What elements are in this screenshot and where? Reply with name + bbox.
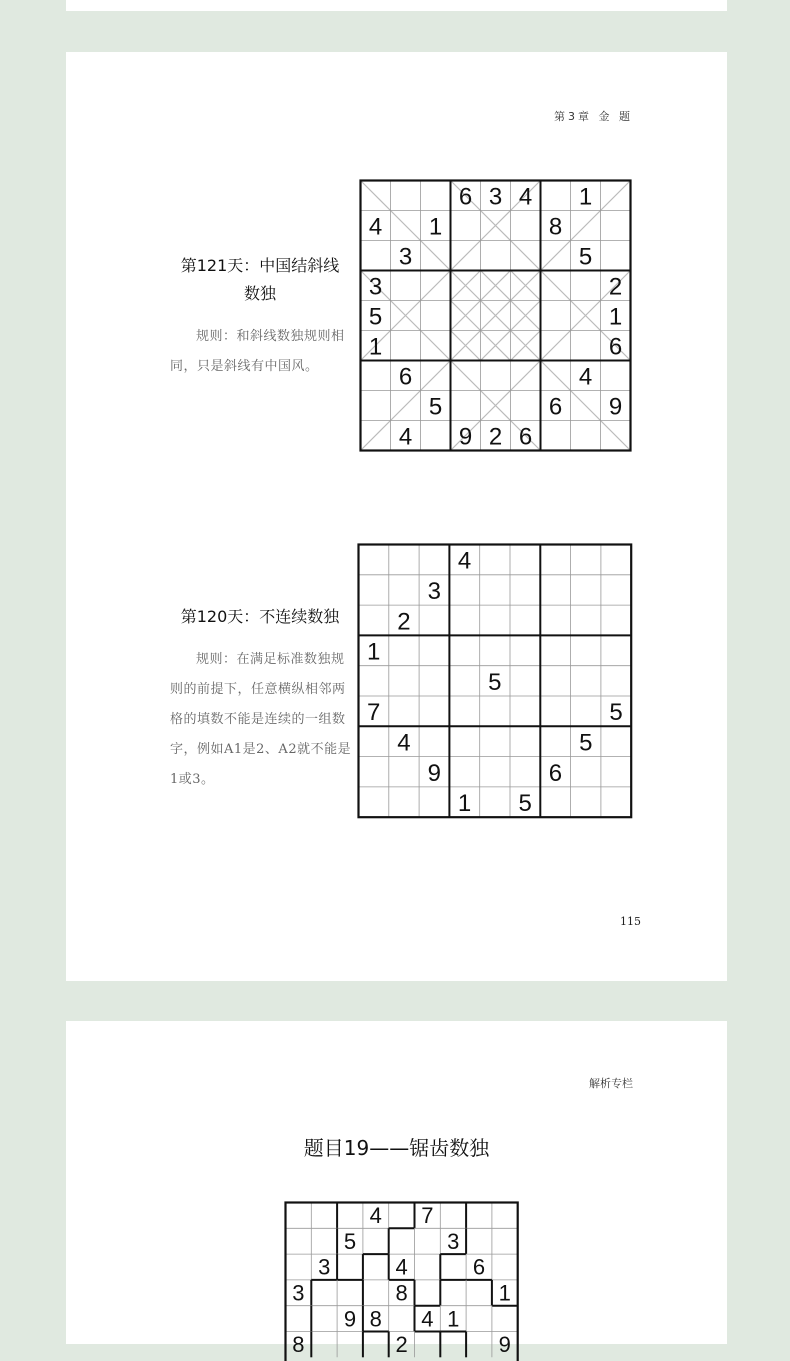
- diagonal-line: [541, 361, 571, 391]
- jigsaw-sudoku-grid: [284, 1201, 518, 1361]
- diagonal-line: [421, 241, 451, 271]
- diagonal-line: [541, 271, 571, 301]
- given-digit: 1: [609, 304, 622, 331]
- solution-title: 题目19——锯齿数独: [66, 1132, 727, 1161]
- puzzle-121-title-line1: 第121天：中国结斜线: [170, 252, 350, 280]
- diagonal-line: [421, 331, 451, 361]
- given-digit: 6: [399, 364, 412, 391]
- diagonal-line: [451, 361, 481, 391]
- given-digit: 2: [489, 424, 502, 451]
- given-digit: 2: [609, 274, 622, 301]
- given-digit: 4: [395, 1255, 407, 1280]
- given-digit: 1: [369, 334, 382, 361]
- given-digit: 6: [473, 1255, 485, 1280]
- given-digit: 4: [369, 214, 382, 241]
- given-digit: 4: [370, 1203, 382, 1228]
- given-digit: 5: [579, 244, 592, 271]
- diagonal-line: [391, 211, 421, 241]
- given-digit: 1: [499, 1281, 511, 1306]
- given-digit: 9: [459, 424, 472, 451]
- given-digit: 4: [421, 1306, 433, 1331]
- diagonal-line: [361, 421, 391, 451]
- diagonal-line: [571, 391, 601, 421]
- diagonal-line: [601, 421, 631, 451]
- puzzle-121-title-line2: 数独: [170, 280, 350, 308]
- given-digit: 8: [549, 214, 562, 241]
- puzzle-120-title: 第120天：不连续数独: [170, 603, 350, 631]
- given-digit: 5: [579, 730, 592, 757]
- given-digit: 4: [579, 364, 592, 391]
- given-digit: 5: [344, 1229, 356, 1254]
- given-digit: 3: [318, 1255, 330, 1280]
- given-digit: 8: [395, 1281, 407, 1306]
- page-number: 115: [620, 915, 641, 928]
- given-digit: 6: [519, 424, 532, 451]
- diagonal-line: [511, 241, 541, 271]
- puzzle-121-rule: 规则：和斜线数独规则相同，只是斜线有中国风。: [170, 322, 352, 382]
- book-page-solutions: [66, 1021, 727, 1344]
- given-digit: 4: [399, 424, 412, 451]
- given-digit: 9: [344, 1306, 356, 1331]
- given-digit: 3: [292, 1281, 304, 1306]
- book-page-115: [66, 52, 727, 981]
- given-digit: 3: [447, 1229, 459, 1254]
- diagonal-line: [361, 181, 391, 211]
- diagonal-line: [541, 241, 571, 271]
- given-digit: 1: [579, 184, 592, 211]
- given-digit: 5: [609, 699, 622, 726]
- given-digit: 5: [518, 790, 531, 817]
- diagonal-line: [421, 361, 451, 391]
- puzzle-121-grid: [359, 179, 632, 452]
- given-digit: 6: [459, 184, 472, 211]
- puzzle-120-rule: 规则：在满足标准数独规则的前提下，任意横纵相邻两格的填数不能是连续的一组数字，例如A1是2、A2就不能是1或3。: [170, 645, 352, 795]
- given-digit: 2: [395, 1332, 407, 1357]
- running-header: 解析专栏: [589, 1075, 633, 1091]
- diagonal-line: [541, 331, 571, 361]
- given-digit: 9: [428, 760, 441, 787]
- given-digit: 7: [367, 699, 380, 726]
- diagonal-line: [451, 241, 481, 271]
- given-digit: 3: [369, 274, 382, 301]
- puzzle-121-title: [170, 252, 350, 308]
- given-digit: 1: [447, 1306, 459, 1331]
- given-digit: 4: [397, 730, 410, 757]
- given-digit: 9: [609, 394, 622, 421]
- diagonal-line: [391, 391, 421, 421]
- diagonal-line: [511, 361, 541, 391]
- given-digit: 6: [549, 760, 562, 787]
- given-digit: 3: [428, 578, 441, 605]
- given-digit: 5: [429, 394, 442, 421]
- given-digit: 4: [519, 184, 532, 211]
- given-digit: 6: [609, 334, 622, 361]
- given-digit: 4: [458, 548, 471, 575]
- previous-page-edge: [66, 0, 727, 11]
- diagonal-line: [571, 211, 601, 241]
- given-digit: 5: [488, 669, 501, 696]
- given-digit: 8: [292, 1332, 304, 1357]
- given-digit: 1: [458, 790, 471, 817]
- given-digit: 6: [549, 394, 562, 421]
- given-digit: 3: [489, 184, 502, 211]
- given-digit: 9: [499, 1332, 511, 1357]
- given-digit: 5: [369, 304, 382, 331]
- puzzle-120-grid: [357, 543, 633, 819]
- running-header: 第3章 金 题: [554, 108, 633, 124]
- given-digit: 1: [429, 214, 442, 241]
- diagonal-line: [601, 181, 631, 211]
- given-digit: 3: [399, 244, 412, 271]
- given-digit: 1: [367, 639, 380, 666]
- given-digit: 8: [370, 1306, 382, 1331]
- given-digit: 2: [397, 608, 410, 635]
- given-digit: 7: [421, 1203, 433, 1228]
- diagonal-line: [421, 271, 451, 301]
